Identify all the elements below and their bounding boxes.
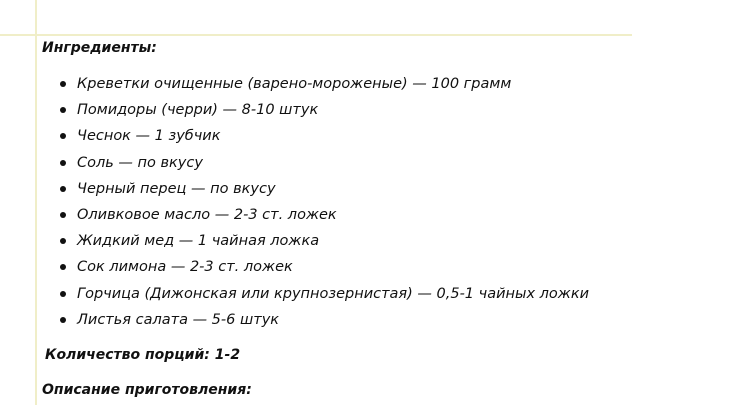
ingredients-heading: Ингредиенты: bbox=[42, 40, 157, 56]
ingredient-text: Сок лимона — 2-3 ст. ложек bbox=[77, 259, 293, 276]
bullet-icon bbox=[60, 160, 66, 166]
horizontal-rule bbox=[0, 34, 632, 36]
list-item bbox=[0, 310, 589, 336]
bullet-icon bbox=[60, 81, 66, 87]
ingredient-text: Креветки очищенные (варено-мороженые) — 100 грамм bbox=[77, 76, 512, 92]
ingredients-list bbox=[0, 74, 589, 336]
ingredient-text: Соль — по вкусу bbox=[77, 154, 203, 171]
bullet-icon bbox=[60, 186, 66, 192]
list-item bbox=[0, 153, 589, 179]
list-item bbox=[0, 231, 589, 257]
list-item bbox=[0, 126, 589, 152]
bullet-icon bbox=[60, 212, 66, 218]
ingredient-text: Черный перец — по вкусу bbox=[77, 180, 276, 197]
list-item bbox=[0, 74, 589, 100]
servings-line: Количество порций: 1-2 bbox=[45, 347, 241, 363]
ingredient-text: Горчица (Дижонская или крупнозернистая) — 0,5-1 чайных ложки bbox=[77, 285, 590, 302]
list-item bbox=[0, 205, 589, 231]
list-item bbox=[0, 284, 589, 310]
bullet-icon bbox=[60, 291, 66, 297]
list-item bbox=[0, 257, 589, 283]
list-item bbox=[0, 100, 589, 126]
description-heading: Описание приготовления: bbox=[42, 382, 252, 398]
ingredient-text: Жидкий мед — 1 чайная ложка bbox=[77, 233, 320, 250]
ingredient-text: Помидоры (черри) — 8-10 штук bbox=[77, 102, 319, 119]
bullet-icon bbox=[60, 317, 66, 323]
bullet-icon bbox=[60, 107, 66, 113]
bullet-icon bbox=[60, 238, 66, 244]
list-item bbox=[0, 179, 589, 205]
ingredient-text: Листья салата — 5-6 штук bbox=[77, 311, 280, 328]
bullet-icon bbox=[60, 133, 66, 139]
ingredient-text: Чеснок — 1 зубчик bbox=[77, 128, 221, 145]
ingredient-text: Оливковое масло — 2-3 ст. ложек bbox=[77, 206, 337, 223]
bullet-icon bbox=[60, 264, 66, 270]
